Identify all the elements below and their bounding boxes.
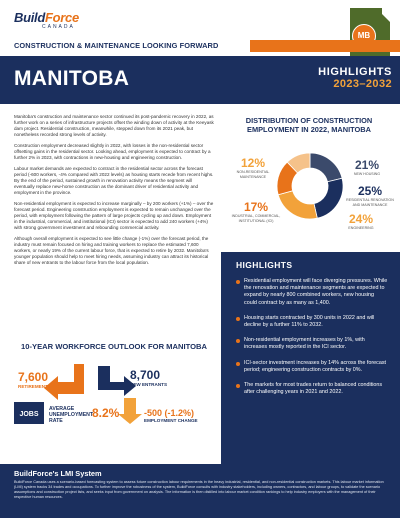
donut-pct-renovation: 25% — [357, 184, 383, 198]
employment-change-label: EMPLOYMENT CHANGE — [144, 418, 198, 423]
donut-lbl-non-res: NON-RESIDENTIAL MAINTENANCE — [236, 170, 270, 179]
paragraph-1: Manitoba's construction and maintenance sector continued its post-pandemic recovery in 2022, as further work on a series of infrastructure projects offset the winding down of activity at the Keeyask dam project. Residential construction, meanwhile, stepped down from its 2021 peak, but nonetheless recorded strong levels of activity. — [14, 114, 214, 137]
donut-pct-non-res: 12% — [240, 156, 266, 170]
footer-text: BuildForce Canada uses a scenario-based forecasting system to assess future construction labour requirements in the heavy industrial, residential, and non-residential construction markets. This labour market information (LMI) system tracks 34 trades and occupations. To further improve the robustness of the system, BuildForce consults with industry stakeholders, including owners, contractors, and labour groups, to validate the scenario assumptions and construction project lists, and seeks input from government on analysis. The information is then distilled into labour market condition rankings to help industry employers with the management of their respective human resources. — [14, 480, 384, 499]
province-badge: MB — [352, 24, 376, 48]
buildforce-logo — [14, 10, 79, 30]
highlight-item: The markets for most trades return to balanced conditions after challenging years in 2021 and 2022. — [236, 382, 388, 396]
highlights-word: HIGHLIGHTS — [318, 66, 392, 78]
highlight-item: Non-residential employment increases by 1%, with increases mostly reported in the ICI sector. — [236, 337, 388, 351]
highlight-item: ICI-sector investment increases by 14% across the forecast period; engineering construction contracts by 0%. — [236, 360, 388, 374]
body-text — [14, 114, 214, 271]
retirements-stat — [18, 370, 51, 389]
donut-title: DISTRIBUTION OF CONSTRUCTION EMPLOYMENT IN 2022, MANITOBA — [245, 116, 373, 134]
unemployment-label: AVERAGE UNEMPLOYMENT RATE — [49, 406, 94, 424]
donut-lbl-new-housing: NEW HOUSING — [353, 172, 381, 176]
report-subtitle: CONSTRUCTION & MAINTENANCE LOOKING FORWARD — [14, 41, 219, 50]
highlights-heading — [296, 66, 392, 90]
employment-change-arrow-icon — [118, 398, 142, 424]
svg-text:JOBS: JOBS — [19, 411, 39, 418]
unemployment-value: 8.2% — [92, 406, 120, 420]
donut-slice-0 — [310, 153, 342, 182]
logo-wordmark — [14, 10, 79, 25]
logo-part1: Build — [14, 10, 45, 25]
page-title: MANITOBA — [14, 67, 130, 90]
paragraph-4: Non-residential employment is expected to increase marginally – by 200 workers (+1%) – over the forecast period. Engineering construction employment is expected to remain unchanged over the period, with employment following the pattern of large projects cycling up and down. Employment in the industrial, commercial, and institutional (ICI) sector is expected to add 240 workers (+4%) with strong government investment and rebounding commercial activity. — [14, 201, 214, 230]
retirements-value: 7,600 — [18, 370, 49, 384]
highlight-item: Residential employment will face diverging pressures. While the renovation and maintenance segments are expected to expand by nearly 800 combined workers, new housing could contract by as many as 1,400. — [236, 278, 388, 307]
logo-part2: Force — [45, 10, 79, 25]
donut-lbl-engineering: ENGINEERING — [348, 226, 374, 230]
highlights-list — [236, 278, 388, 404]
employment-change-value: -500 (-1.2%) — [144, 408, 195, 418]
new-entrants-stat — [130, 368, 167, 387]
footer-title: BuildForce's LMI System — [14, 469, 102, 478]
donut-lbl-ici: INDUSTRIAL, COMMERCIAL, INSTITUTIONAL (ICI) — [231, 214, 281, 223]
highlights-panel-title: HIGHLIGHTS — [236, 260, 293, 270]
donut-label-ici — [228, 200, 284, 223]
paragraph-3: Labour market demands are expected to contract in the residential sector across the forecast period (-600 workers, -4% compared with 2022 levels) as housing starts recede from recent highs. By the end of the period, sustained growth in renovation activity means the segment will eventually replace new-home construction as the dominant driver of residential activity and employment in the province. — [14, 166, 214, 195]
donut-pct-ici: 17% — [243, 200, 269, 214]
logo-subtext: CANADA — [42, 24, 75, 30]
new-entrants-label: NEW ENTRANTS — [130, 382, 168, 387]
donut-label-non-res-maintenance — [228, 156, 278, 179]
retirements-label: RETIREMENTS — [18, 384, 51, 389]
paragraph-2: Construction employment decreased slightly in 2022, with losses in the non-residential sector offsetting gains in the residential sector. Looking ahead, employment is expected to contract by a further 2% in 2023, with contractions in new-housing and engineering construction. — [14, 143, 211, 160]
jobs-icon — [14, 402, 44, 424]
employment-change-stat — [144, 408, 198, 423]
highlight-item: Housing starts contracted by 300 units in 2022 and will decline by a further 11% to 2032. — [236, 315, 388, 329]
donut-pct-engineering: 24% — [348, 212, 374, 226]
donut-label-new-housing — [344, 158, 390, 177]
new-entrants-value: 8,700 — [130, 368, 161, 382]
outlook-title: 10-YEAR WORKFORCE OUTLOOK FOR MANITOBA — [21, 342, 207, 351]
highlights-years: 2023–2032 — [333, 78, 392, 90]
donut-label-engineering — [336, 212, 386, 231]
paragraph-5: Although overall employment is expected to see little change (-1%) over the forecast period, the industry must remain focused on hiring and training workers to replace the estimated 7,600 workers, or nearly 19% of the current labour force, that is expected to retire by 2032. Manitoba's younger population should help to meet hiring needs, assuming industry can attract its historical share of new entrants to the labour force from the local population. — [14, 236, 209, 265]
donut-lbl-renovation: RESIDENTIAL RENOVATION AND MAINTENANCE — [346, 198, 394, 207]
donut-label-residential-renovation — [346, 184, 394, 207]
donut-pct-new-housing: 21% — [354, 158, 380, 172]
donut-slice-2 — [278, 191, 317, 219]
